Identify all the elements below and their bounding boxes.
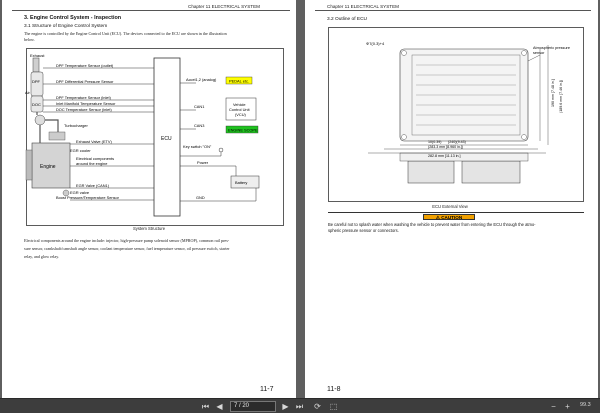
connector-left — [408, 161, 454, 183]
exhaust-pipe — [33, 58, 39, 72]
components-para-3: relay, and glow relay. — [24, 254, 60, 259]
can1-label: CAN1 — [194, 104, 205, 109]
subsection-title: 3.1 Structure of Engine Control System — [24, 24, 108, 29]
next-page-icon[interactable]: ▶ — [282, 402, 289, 411]
left-header-rule — [12, 10, 290, 11]
gnd-label: GND — [196, 195, 205, 200]
caution-banner — [423, 214, 475, 220]
key-switch-label: Key switch "ON" — [183, 144, 212, 149]
page-number-input[interactable]: 7 / 20 — [230, 401, 276, 412]
caution-line-2: spheric pressure sensor or connectors. — [328, 228, 399, 234]
last-page-icon[interactable]: ⏭ — [295, 402, 304, 411]
dim-w3: (283.3 mm [8.960 in.]) — [428, 145, 464, 149]
turbocharger-label: Turbocharger — [64, 123, 88, 128]
dim-h1: 190 mm [7.48 in.] — [551, 79, 555, 107]
pedal-label: PEDAL etc. — [229, 78, 249, 84]
viewer-toolbar — [0, 398, 600, 413]
egr-cooler-label: EGR cooler — [70, 148, 91, 153]
caution-label: CAUTION — [441, 215, 463, 220]
right-header-rule — [315, 10, 591, 11]
vcu-label-2: Control Unit — [229, 107, 250, 112]
zoom-level: 99.3 — [580, 402, 591, 408]
warning-triangle-icon: ⚠ — [435, 215, 440, 220]
vcu-label-3: (VCU) — [235, 112, 246, 117]
turbocharger-shape — [35, 115, 45, 125]
zoom-in-icon[interactable]: + — [565, 402, 570, 411]
system-structure-diagram — [26, 48, 284, 226]
components-label-1: Electrical components — [76, 156, 115, 161]
engine-label: Engine — [40, 164, 56, 170]
atmos-label-2: sensor — [533, 51, 545, 55]
dim-w4: 282.8 mm [11.13 in.] — [428, 154, 461, 158]
zoom-out-icon[interactable]: − — [551, 402, 556, 411]
fit-page-icon[interactable]: ⬚ — [329, 402, 338, 411]
key-switch-shape — [219, 148, 223, 152]
components-para-2: sure sensor, crankshaft/camshaft angle sensor, coolant temperature sensor, fuel temperature sensor, oil pressure switch, starter — [24, 246, 230, 251]
mount-hole-tr — [522, 51, 527, 56]
caution-text — [328, 222, 584, 234]
intro-line-1: The engine is controlled by the Engine Control Unit (ECU). The devices connected to the ECU are shown in the illustration — [24, 31, 227, 36]
caution-rule — [328, 212, 584, 213]
ecu-outline-title: 3.2 Outline of ECU — [327, 17, 367, 22]
intro-line-2: below. — [24, 37, 35, 42]
manifold-temp-label: Inlet Manifold Temperature Sensor — [56, 101, 116, 106]
egr-cooler-shape — [49, 132, 65, 140]
mount-hole-bl — [402, 135, 407, 140]
dpf-temp-label: DPF Temperature Sensor (outlet) — [56, 63, 114, 68]
accel-label: Accel1,2 (analog) — [186, 77, 217, 82]
dpf-diff-label: DPF Differential Pressure Sensor — [56, 79, 114, 84]
engine-scope-label: ENGINE SCOPE — [228, 127, 258, 133]
dim-h2: (189.6 mm [7.46 in.]) — [559, 79, 563, 113]
engine-side — [26, 150, 32, 180]
ecu-outline-drawing — [328, 27, 584, 202]
rotate-icon[interactable]: ⟳ — [314, 402, 321, 411]
mount-hole-tl — [402, 51, 407, 56]
right-page-number: 11-8 — [327, 386, 341, 393]
diagram-caption: System Structure — [132, 226, 166, 231]
connector-right — [462, 161, 520, 183]
doc-temp-label: DOC Temperature Sensor (inlet) — [56, 107, 112, 112]
dim-w2: (240)(9.43) — [448, 140, 466, 144]
dpf-can — [31, 72, 43, 96]
components-para-1: Electrical components around the engine include: injector, high-pressure pump solenoid sensor (MPROP), common rail pres- — [24, 238, 230, 243]
dpf-temp-inlet-label: DPF Temperature Sensor (inlet) — [56, 95, 111, 100]
boost-sensor-label: Boost Pressure/Temperature Sensor — [56, 195, 119, 200]
can3-label: CAN3 — [194, 123, 205, 128]
exhaust-label: Exhaust — [30, 53, 45, 58]
ecu-caption: ECU External View — [432, 204, 468, 209]
caution-line-1: Be careful not to splash water when washing the vehicle to prevent water from entering the ECU through the atmo- — [328, 222, 536, 227]
right-page — [305, 0, 598, 398]
exhaust-valve-label: Exhaust Valve (ETV) — [76, 139, 112, 144]
prev-page-icon[interactable]: ◀ — [216, 402, 223, 411]
vcu-label-1: Vehicle — [233, 102, 246, 107]
first-page-icon[interactable]: ⏮ — [201, 402, 210, 411]
right-page-header: Chapter 11 ELECTRICAL SYSTEM — [327, 4, 399, 9]
ecu-side — [400, 153, 528, 161]
left-page — [2, 0, 296, 398]
section-title: 3. Engine Control System - Inspection — [24, 15, 122, 21]
power-label: Power — [197, 160, 209, 165]
dpf-label: DPF — [32, 79, 40, 84]
atmos-label-1: Atmospheric pressure — [533, 46, 570, 50]
egr-valve-label: EGR valve — [70, 190, 90, 195]
left-page-number: 11-7 — [260, 386, 274, 393]
dim-w1: 10(0.39) — [428, 140, 442, 144]
mount-hole-br — [522, 135, 527, 140]
bolt-dim: Φ7(0.3)+4 — [366, 41, 385, 46]
egr-valve-can-label: EGR Valve (CAN1) — [76, 183, 110, 188]
ecu-label: ECU — [161, 136, 172, 142]
components-label-2: around the engine — [76, 161, 108, 166]
left-page-header: Chapter 11 ELECTRICAL SYSTEM — [188, 4, 260, 9]
sensor-arrows — [43, 68, 256, 201]
air-label: Air — [25, 90, 30, 95]
doc-label: DOC — [32, 102, 41, 107]
battery-label: Battery — [235, 180, 248, 185]
